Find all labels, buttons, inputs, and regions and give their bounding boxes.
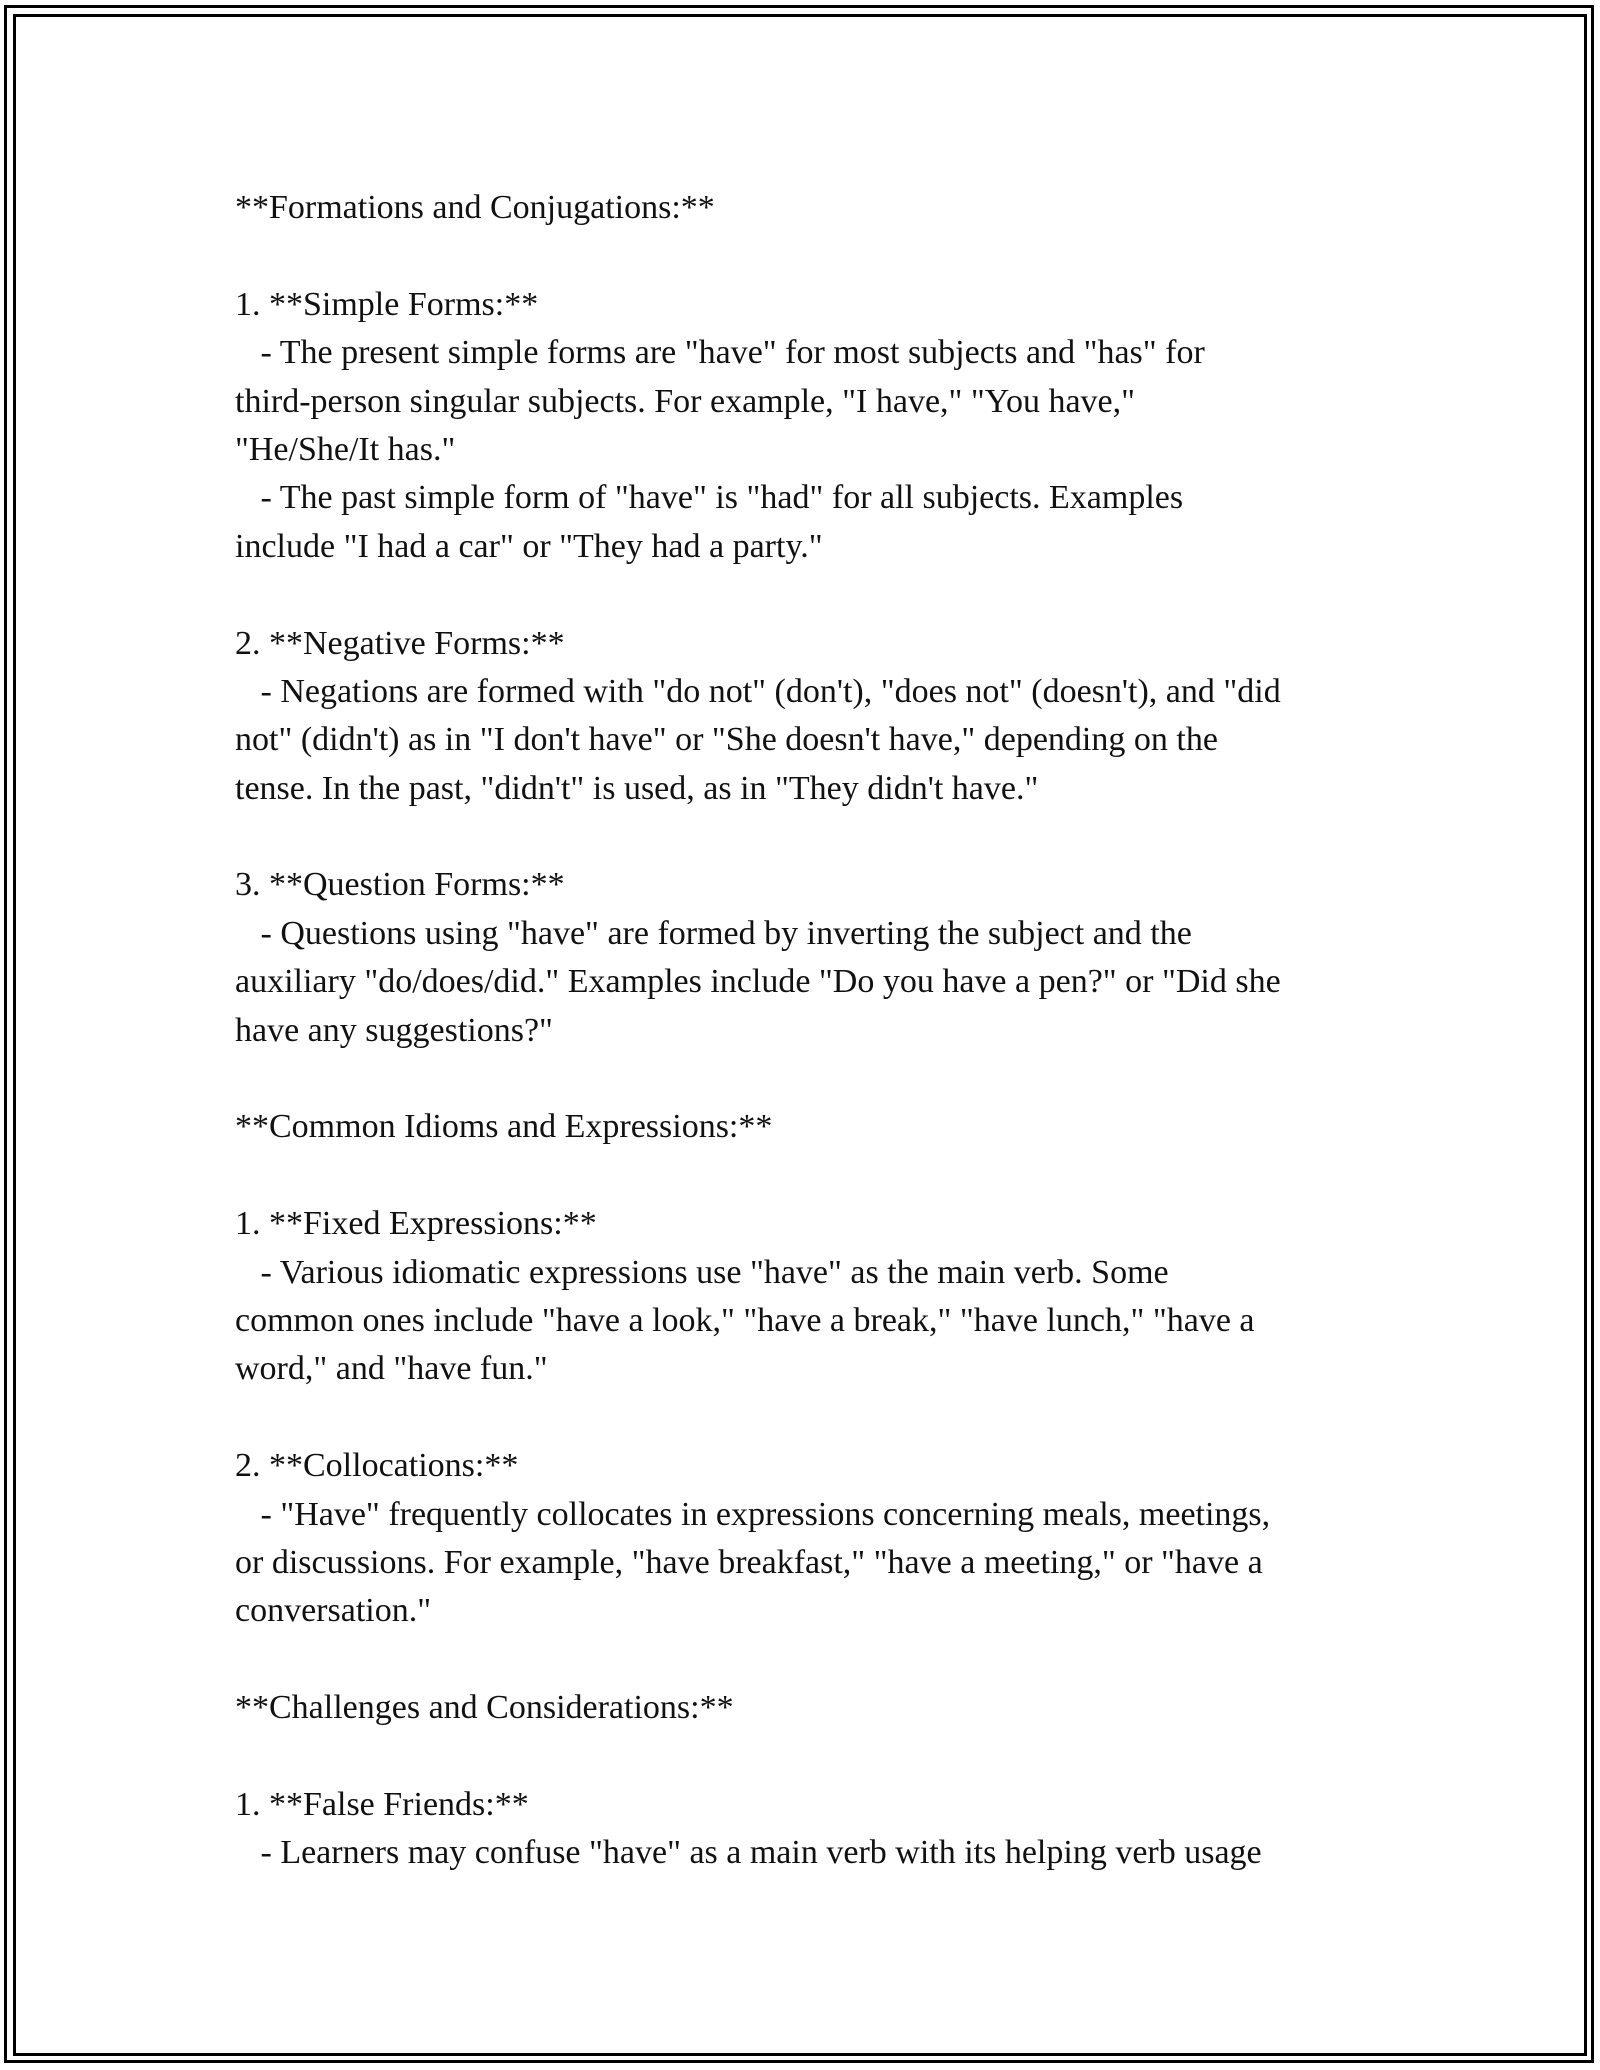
section-heading: **Formations and Conjugations:** xyxy=(235,189,715,226)
item-line: tense. In the past, "didn't" is used, as in "They didn't have." xyxy=(235,769,1039,807)
item-line: "He/She/It has." xyxy=(235,430,456,468)
section-challenges xyxy=(235,1684,1380,1878)
item-line: - "Have" frequently collocates in expressions concerning meals, meetings, xyxy=(235,1495,1271,1533)
blank-line xyxy=(235,813,1380,861)
item-line: - Negations are formed with "do not" (don't), "does not" (doesn't), and "did xyxy=(235,672,1281,710)
item-line: or discussions. For example, "have breakfast," "have a meeting," or "have a xyxy=(235,1543,1263,1581)
item-line: common ones include "have a look," "have a break," "have lunch," "have a xyxy=(235,1301,1255,1339)
document-body xyxy=(235,184,1380,1878)
item-line: not" (didn't) as in "I don't have" or "She doesn't have," depending on the xyxy=(235,721,1218,759)
item-line: auxiliary "do/does/did." Examples include "Do you have a pen?" or "Did she xyxy=(235,963,1281,1001)
item-line: conversation." xyxy=(235,1592,432,1630)
item-simple-forms xyxy=(235,281,1380,571)
section-heading: **Challenges and Considerations:** xyxy=(235,1689,734,1727)
item-line: word," and "have fun." xyxy=(235,1350,548,1388)
item-line: include "I had a car" or "They had a party." xyxy=(235,527,823,565)
item-title: 1. **False Friends:** xyxy=(235,1785,529,1823)
item-title: 1. **Simple Forms:** xyxy=(235,285,539,323)
item-line: - Questions using "have" are formed by inverting the subject and the xyxy=(235,914,1192,952)
item-line: - The past simple form of "have" is "had" for all subjects. Examples xyxy=(235,479,1184,517)
item-line: - Various idiomatic expressions use "have" as the main verb. Some xyxy=(235,1253,1169,1291)
item-title: 3. **Question Forms:** xyxy=(235,866,565,904)
item-negative-forms xyxy=(235,620,1380,814)
item-line: have any suggestions?" xyxy=(235,1011,553,1049)
item-line: - The present simple forms are "have" for most subjects and "has" for xyxy=(235,334,1205,372)
blank-line xyxy=(235,1152,1380,1200)
blank-line xyxy=(235,571,1380,619)
item-line: - Learners may confuse "have" as a main verb with its helping verb usage xyxy=(235,1834,1262,1872)
section-formations xyxy=(235,184,1380,1103)
blank-line xyxy=(235,1733,1380,1781)
item-false-friends xyxy=(235,1781,1380,1878)
item-title: 1. **Fixed Expressions:** xyxy=(235,1205,597,1243)
section-idioms xyxy=(235,1103,1380,1684)
item-title: 2. **Negative Forms:** xyxy=(235,624,565,662)
blank-line xyxy=(235,1055,1380,1103)
section-heading: **Common Idioms and Expressions:** xyxy=(235,1108,773,1146)
blank-line xyxy=(235,1636,1380,1684)
blank-line xyxy=(235,232,1380,280)
item-collocations xyxy=(235,1442,1380,1636)
item-line: third-person singular subjects. For example, "I have," "You have," xyxy=(235,382,1136,420)
item-fixed-expressions xyxy=(235,1200,1380,1394)
item-question-forms xyxy=(235,861,1380,1055)
blank-line xyxy=(235,1394,1380,1442)
item-title: 2. **Collocations:** xyxy=(235,1447,519,1485)
